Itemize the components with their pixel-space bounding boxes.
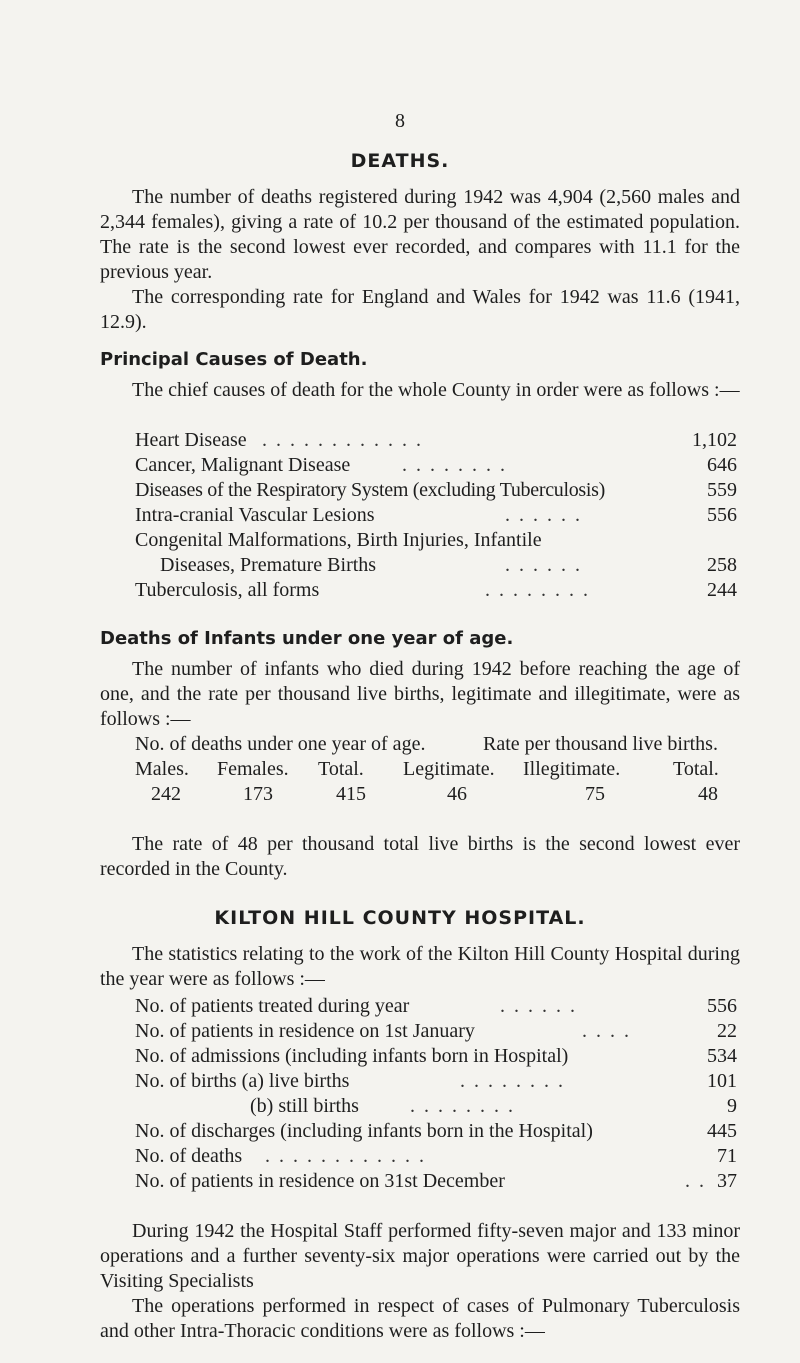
leader-dots: . . . . . . . . bbox=[485, 579, 590, 601]
cause-value: 646 bbox=[707, 454, 737, 476]
infants-val-legitimate: 46 bbox=[447, 783, 467, 805]
infants-col-females: Females. bbox=[217, 758, 289, 780]
infants-note: The rate of 48 per thousand total live births is the second lowest ever recorded in the County. bbox=[100, 833, 740, 880]
page-number: 8 bbox=[395, 110, 405, 132]
deaths-heading: DEATHS. bbox=[350, 150, 450, 172]
infants-col-rate-total: Total. bbox=[673, 758, 719, 780]
infants-heading: Deaths of Infants under one year of age. bbox=[100, 628, 514, 649]
leader-dots: . . . . . . bbox=[505, 504, 582, 526]
hospital-label: No. of admissions (including infants born in Hospital) bbox=[135, 1045, 569, 1067]
infants-val-total: 415 bbox=[336, 783, 366, 805]
hospital-value: 101 bbox=[707, 1070, 737, 1092]
leader-dots: . . . . . . . . bbox=[410, 1095, 515, 1117]
infants-val-males: 242 bbox=[151, 783, 181, 805]
infants-val-females: 173 bbox=[243, 783, 273, 805]
hospital-label: No. of deaths bbox=[135, 1145, 243, 1167]
principal-causes-heading: Principal Causes of Death. bbox=[100, 349, 368, 370]
cause-value: 556 bbox=[707, 504, 737, 526]
cause-label: Congenital Malformations, Birth Injuries, Infantile bbox=[135, 529, 542, 551]
hospital-value: 534 bbox=[707, 1045, 737, 1067]
cause-label: Diseases, Premature Births bbox=[160, 554, 377, 576]
hospital-label: (b) still births bbox=[250, 1095, 359, 1117]
infants-col-legitimate: Legitimate. bbox=[403, 758, 495, 780]
cause-value: 559 bbox=[707, 479, 737, 501]
infants-col-males: Males. bbox=[135, 758, 189, 780]
hospital-label: No. of patients treated during year bbox=[135, 995, 410, 1017]
cause-value: 258 bbox=[707, 554, 737, 576]
cause-label: Diseases of the Respiratory System (excluding Tuberculosis) bbox=[135, 479, 606, 501]
cause-label: Heart Disease bbox=[135, 429, 247, 451]
leader-dots: . . . . . . . . . . . . bbox=[265, 1145, 426, 1167]
hospital-label: No. of births (a) live births bbox=[135, 1070, 350, 1092]
hospital-value: 71 bbox=[717, 1145, 737, 1167]
leader-dots: . . bbox=[685, 1170, 706, 1192]
hospital-operations-paragraph: During 1942 the Hospital Staff performed fifty-seven major and 133 minor operations and a further seventy-six major operations were carried out by the Visiting Specialists bbox=[100, 1220, 740, 1292]
hospital-pulmonary-paragraph: The operations performed in respect of cases of Pulmonary Tuberculosis and other Intra-Thoracic conditions were as follows :— bbox=[100, 1295, 740, 1342]
hospital-heading: KILTON HILL COUNTY HOSPITAL. bbox=[214, 907, 586, 929]
infants-val-rate-total: 48 bbox=[698, 783, 718, 805]
hospital-value: 37 bbox=[717, 1170, 737, 1192]
hospital-value: 556 bbox=[707, 995, 737, 1017]
leader-dots: . . . . . . . . bbox=[402, 454, 507, 476]
hospital-value: 22 bbox=[717, 1020, 737, 1042]
cause-label: Tuberculosis, all forms bbox=[135, 579, 320, 601]
leader-dots: . . . . . . . . bbox=[460, 1070, 565, 1092]
leader-dots: . . . . bbox=[582, 1020, 631, 1042]
hospital-label: No. of patients in residence on 1st January bbox=[135, 1020, 475, 1042]
leader-dots: . . . . . . . . . . . . bbox=[262, 429, 423, 451]
cause-value: 1,102 bbox=[692, 429, 737, 451]
cause-value: 244 bbox=[707, 579, 737, 601]
infants-col-illegitimate: Illegitimate. bbox=[523, 758, 621, 780]
infants-group-left: No. of deaths under one year of age. bbox=[135, 733, 426, 755]
hospital-value: 445 bbox=[707, 1120, 737, 1142]
hospital-label: No. of patients in residence on 31st December bbox=[135, 1170, 505, 1192]
principal-causes-intro: The chief causes of death for the whole County in order were as follows :— bbox=[132, 379, 740, 401]
deaths-paragraph-1: The number of deaths registered during 1942 was 4,904 (2,560 males and 2,344 females), giving a rate of 10.2 per thousand of the estimated population. The rate is the second lowest ever recorded, and compares with 11.1 for the previous year. bbox=[100, 186, 740, 283]
hospital-intro: The statistics relating to the work of the Kilton Hill County Hospital during the year were as follows :— bbox=[100, 943, 740, 990]
infants-intro: The number of infants who died during 1942 before reaching the age of one, and the rate per thousand live births, legitimate and illegitimate, were as follows :— bbox=[100, 658, 740, 730]
cause-label: Intra-cranial Vascular Lesions bbox=[135, 504, 375, 526]
infants-val-illegitimate: 75 bbox=[585, 783, 605, 805]
cause-label: Cancer, Malignant Disease bbox=[135, 454, 351, 476]
hospital-value: 9 bbox=[727, 1095, 737, 1117]
infants-col-total: Total. bbox=[318, 758, 364, 780]
leader-dots: . . . . . . bbox=[505, 554, 582, 576]
deaths-paragraph-2: The corresponding rate for England and Wales for 1942 was 11.6 (1941, 12.9). bbox=[100, 286, 740, 333]
infants-group-right: Rate per thousand live births. bbox=[483, 733, 718, 755]
hospital-label: No. of discharges (including infants born in the Hospital) bbox=[135, 1120, 593, 1142]
leader-dots: . . . . . . bbox=[500, 995, 577, 1017]
